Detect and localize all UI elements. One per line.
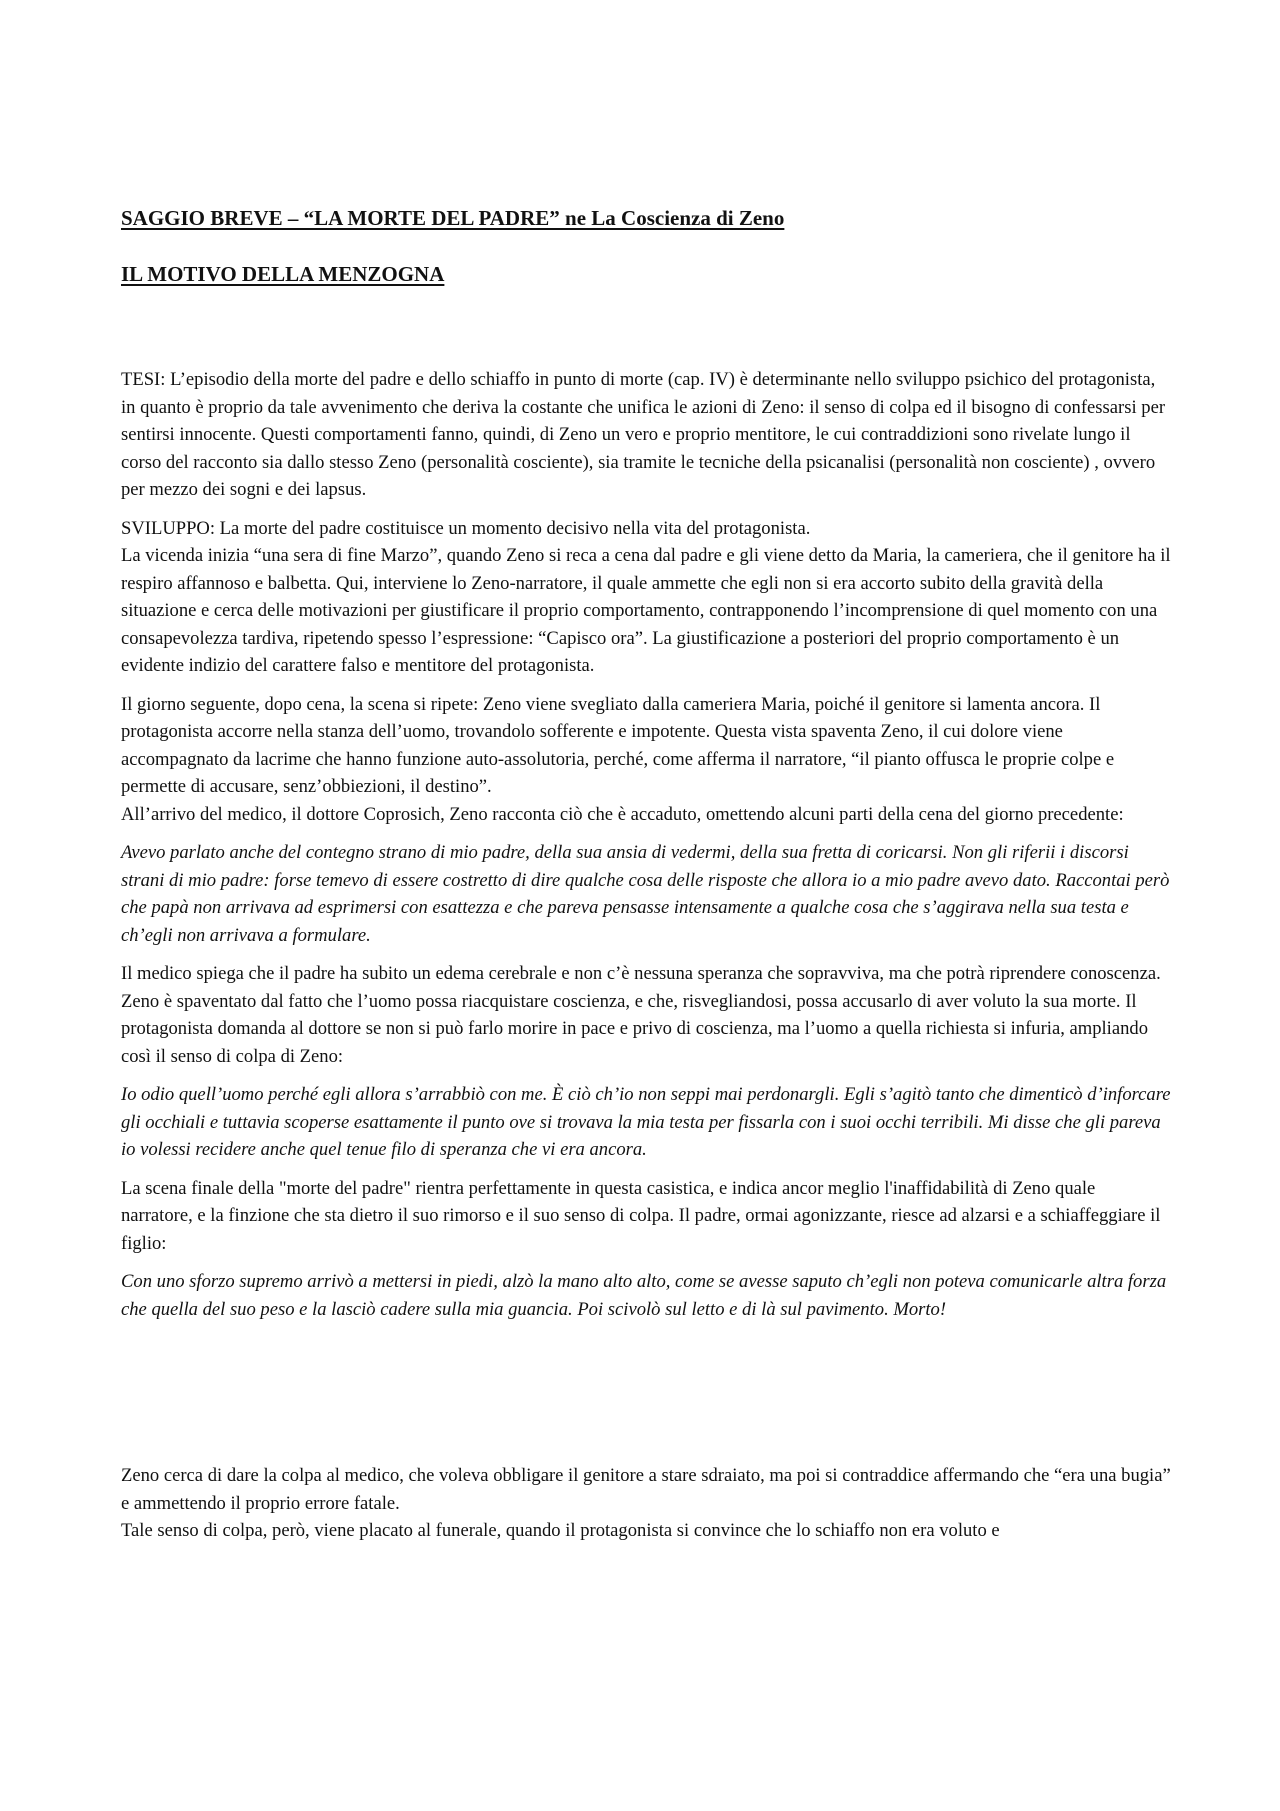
quote-odio: Io odio quell’uomo perché egli allora s’arrabbiò con me. È ciò ch’io non seppi mai perdonargli. Egli s’agitò tanto che dimenticò d’inforcare gli occhiali e tuttavia scoperse esattamente il punto ove si trovava la mia testa per fissarla con i suoi occhi terribili. Mi disse che gli pareva io volessi recidere anche quel tenue filo di speranza che vi era ancora.: [121, 1084, 1171, 1160]
colpa-medico-paragraph: [121, 1462, 1171, 1545]
giorno-seguente-text: Il giorno seguente, dopo cena, la scena si ripete: Zeno viene svegliato dalla cameriera Maria, poiché il genitore si lamenta ancora. Il protagonista accorre nella stanza dell’uomo, trovandolo sofferente e impotente. Questa vista spaventa Zeno, il cui dolore viene accompagnato da lacrime che hanno funzione auto-assolutoria, perché, come afferma il narratore, “il pianto offusca le proprie colpe e permette di accusare, senz’obbiezioni, il destino”.: [121, 693, 1115, 797]
page-gap: [121, 1334, 1171, 1462]
funerale-text: Tale senso di colpa, però, viene placato al funerale, quando il protagonista si convince che lo schiaffo non era voluto e: [121, 1520, 1000, 1541]
giorno-seguente-paragraph: [121, 691, 1171, 829]
document-body: [121, 366, 1171, 1556]
sviluppo-intro: SVILUPPO: La morte del padre costituisce un momento decisivo nella vita del protagonista.: [121, 517, 811, 539]
scena-finale-paragraph: La scena finale della "morte del padre" rientra perfettamente in questa casistica, e indica ancor meglio l'inaffidabilità di Zeno quale narratore, e la finzione che sta dietro il suo rimorso e il suo senso di colpa. Il padre, ormai agonizzante, riesce ad alzarsi e a schiaffeggiare il figlio:: [121, 1177, 1161, 1254]
arrivo-medico-text: All’arrivo del medico, il dottore Coprosich, Zeno racconta ciò che è accaduto, omettendo alcuni parti della cena del giorno precedente:: [121, 803, 1124, 825]
edema-paragraph: Il medico spiega che il padre ha subito un edema cerebrale e non c’è nessuna speranza che sopravviva, ma che potrà riprendere conoscenza. Zeno è spaventato dal fatto che l’uomo possa riacquistare coscienza, e che, risvegliandosi, possa accusarlo di aver voluto la sua morte. Il protagonista domanda al dottore se non si può farlo morire in pace e privo di coscienza, ma l’uomo a quella richiesta si infuria, ampliando così il senso di colpa di Zeno:: [121, 963, 1161, 1067]
document-title: SAGGIO BREVE – “LA MORTE DEL PADRE” ne La Coscienza di Zeno: [121, 206, 785, 230]
quote-contegno: Avevo parlato anche del contegno strano di mio padre, della sua ansia di vedermi, della sua fretta di coricarsi. Non gli riferii i discorsi strani di mio padre: forse temevo di essere costretto di dire qualche cosa delle risposte che allora io a mio padre avevo dato. Raccontai però che papà non arrivava ad esprimersi con esattezza e che pareva pensasse intensamente a qualche cosa che s’aggirava nella sua testa e ch’egli non arrivava a formulare.: [121, 842, 1170, 946]
document-subtitle: IL MOTIVO DELLA MENZOGNA: [121, 262, 445, 286]
sviluppo-text: La vicenda inizia “una sera di fine Marzo”, quando Zeno si reca a cena dal padre e gli viene detto da Maria, la cameriera, che il genitore ha il respiro affannoso e balbetta. Qui, interviene lo Zeno-narratore, il quale ammette che egli non si era accorto subito della gravità della situazione e cerca delle motivazioni per giustificare il proprio comportamento, contrapponendo l’incomprensione di quel momento con una consapevolezza tardiva, ripetendo spesso l’espressione: “Capisco ora”. La giustificazione a posteriori del proprio comportamento è un evidente indizio del carattere falso e mentitore del protagonista.: [121, 545, 1171, 676]
sviluppo-paragraph: [121, 515, 1171, 680]
tesi-paragraph: TESI: L’episodio della morte del padre e dello schiaffo in punto di morte (cap. IV) è determinante nello sviluppo psichico del protagonista, in quanto è proprio da tale avvenimento che deriva la costante che unifica le azioni di Zeno: il senso di colpa ed il bisogno di confessarsi per sentirsi innocente. Questi comportamenti fanno, quindi, di Zeno un vero e proprio mentitore, le cui contraddizioni sono rivelate lungo il corso del racconto sia dallo stesso Zeno (personalità cosciente), sia tramite le tecniche della psicanalisi (personalità non cosciente) , ovvero per mezzo dei sogni e dei lapsus.: [121, 369, 1166, 500]
quote-schiaffo: Con uno sforzo supremo arrivò a mettersi in piedi, alzò la mano alto alto, come se avesse saputo ch’egli non poteva comunicarle altra forza che quella del suo peso e la lasciò cadere sulla mia guancia. Poi scivolò sul letto e di là sul pavimento. Morto!: [121, 1271, 1167, 1320]
colpa-medico-text: Zeno cerca di dare la colpa al medico, che voleva obbligare il genitore a stare sdraiato, ma poi si contraddice affermando che “era una bugia” e ammettendo il proprio errore fatale.: [121, 1465, 1171, 1514]
